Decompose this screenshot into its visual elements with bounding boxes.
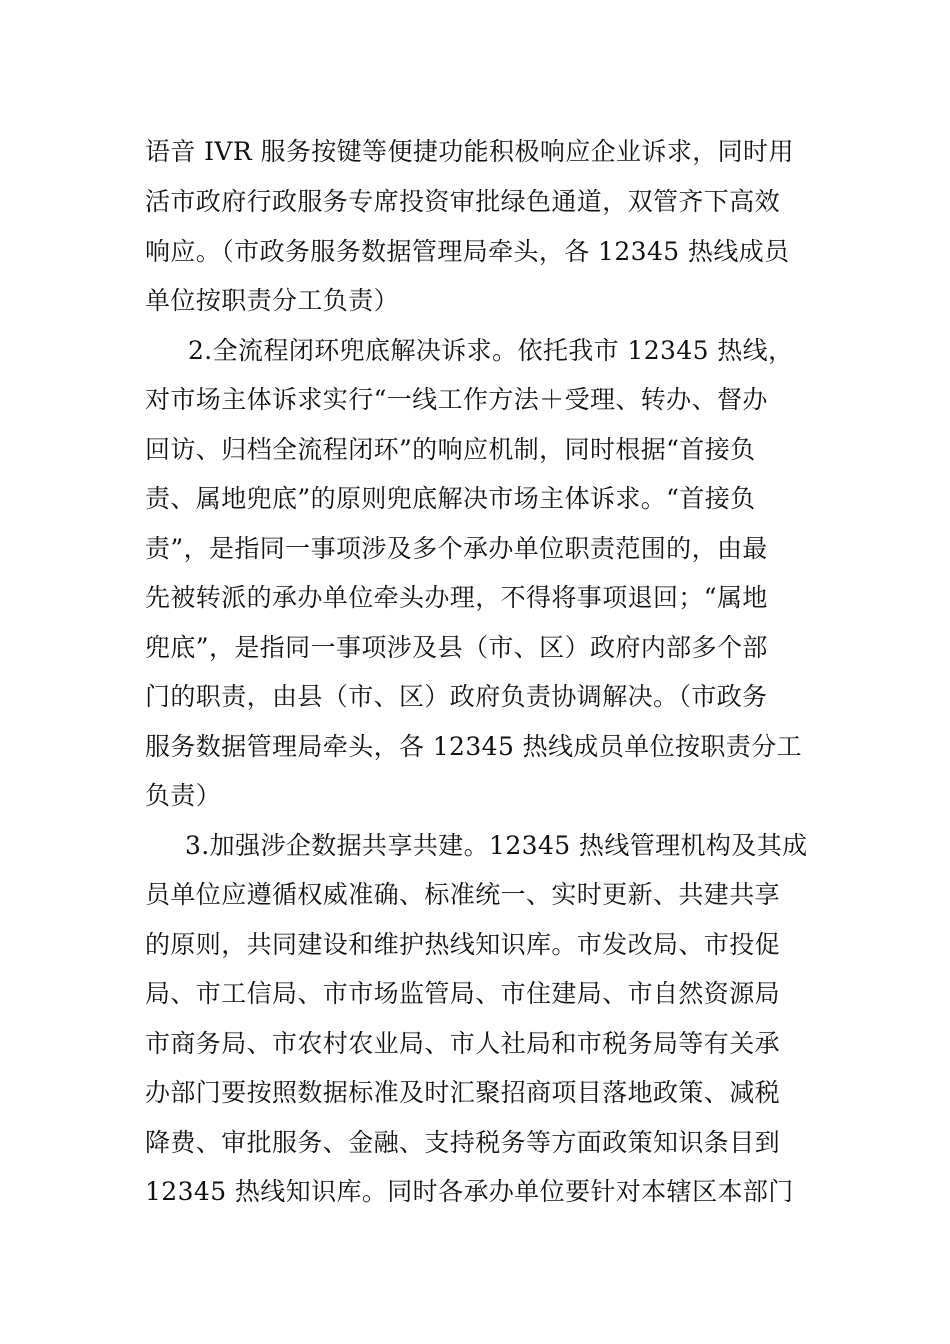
text-line: 市商务局、市农村农业局、市人社局和市税务局等有关承 [145, 1029, 781, 1058]
text-line: 响应。（市政务服务数据管理局牵头，各 12345 热线成员 [145, 237, 790, 266]
text-line: 负责） [145, 781, 222, 810]
text-line: 责”，是指同一事项涉及多个承办单位职责范围的，由最 [145, 534, 768, 563]
text-line: 局、市工信局、市市场监管局、市住建局、市自然资源局 [145, 979, 781, 1008]
text-line: 回访、归档全流程闭环”的响应机制，同时根据“首接负 [145, 435, 756, 464]
text-line: 责、属地兜底”的原则兜底解决市场主体诉求。“首接负 [145, 484, 756, 513]
text-line: 语音 IVR 服务按键等便捷功能积极响应企业诉求，同时用 [145, 137, 794, 166]
text-line: 员单位应遵循权威准确、标准统一、实时更新、共建共享 [145, 880, 781, 909]
text-line: 兜底”，是指同一事项涉及县（市、区）政府内部多个部 [145, 633, 768, 662]
text-line: 3.加强涉企数据共享共建。12345 热线管理机构及其成 [185, 831, 808, 860]
text-line: 单位按职责分工负责） [145, 286, 400, 315]
text-line: 活市政府行政服务专席投资审批绿色通道，双管齐下高效 [145, 187, 781, 216]
text-line: 12345 热线知识库。同时各承办单位要针对本辖区本部门 [145, 1177, 794, 1206]
text-line: 对市场主体诉求实行“一线工作方法＋受理、转办、督办 [145, 385, 768, 414]
text-line: 的原则，共同建设和维护热线知识库。市发改局、市投促 [145, 930, 781, 959]
text-line: 服务数据管理局牵头，各 12345 热线成员单位按职责分工 [145, 732, 803, 761]
text-line: 降费、审批服务、金融、支持税务等方面政策知识条目到 [145, 1128, 781, 1157]
text-line: 先被转派的承办单位牵头办理，不得将事项退回；“属地 [145, 583, 768, 612]
text-line: 门的职责，由县（市、区）政府负责协调解决。（市政务 [145, 682, 768, 711]
text-line: 办部门要按照数据标准及时汇聚招商项目落地政策、减税 [145, 1078, 781, 1107]
text-line: 2.全流程闭环兜底解决诉求。依托我市 12345 热线， [188, 336, 794, 365]
